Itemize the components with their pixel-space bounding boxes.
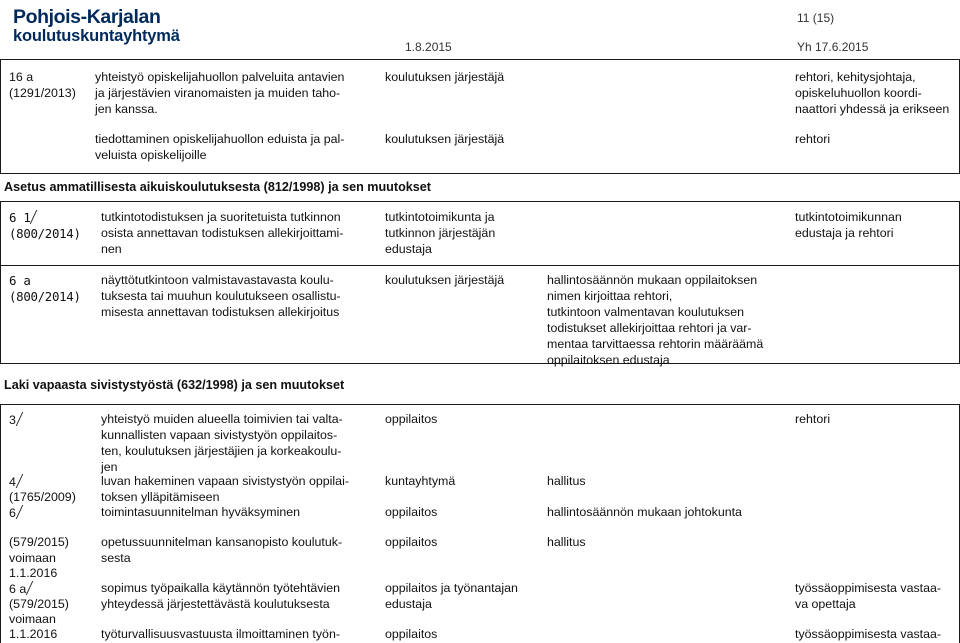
authority-cell: oppilaitos: [385, 535, 438, 549]
task-cell: näyttötutkintoon valmistavastavasta koulu-: [101, 273, 334, 287]
section-sign-icon: [18, 474, 23, 488]
section-cell: 1.1.2016: [9, 566, 58, 580]
authority-cell: oppilaitos: [385, 627, 438, 641]
section-cell: (1765/2009): [9, 490, 76, 504]
task-cell: kunnallisten vapaan sivistystyön oppilaitos-: [101, 428, 338, 442]
decider-cell: edustaja ja rehtori: [795, 226, 894, 240]
authority-cell: edustaja: [385, 242, 432, 256]
decider-cell: naattori yhdessä ja erikseen: [795, 102, 950, 116]
decider-mid-cell: todistukset allekirjoittaa rehtori ja var-: [547, 321, 752, 335]
authority-cell: oppilaitos ja työnantajan: [385, 581, 518, 595]
table-border-top: [0, 59, 960, 60]
section-title: Laki vapaasta sivistystyöstä (632/1998) ja sen muutokset: [4, 378, 345, 392]
table-border-left: [0, 59, 1, 174]
decider-cell: rehtori: [795, 132, 831, 146]
decider-cell: työssäoppimisesta vastaa-: [795, 627, 942, 641]
authority-cell: tutkinnon järjestäjän: [385, 226, 496, 240]
task-cell: osista annettavan todistuksen allekirjoittami-: [101, 226, 344, 240]
section-sign-icon: [28, 581, 33, 595]
decider-cell: opiskeluhuollon koordi-: [795, 86, 922, 100]
task-cell: yhteistyö muiden alueella toimivien tai valta-: [101, 412, 343, 426]
table-border-bottom: [0, 363, 960, 364]
section-cell: 6 a: [9, 581, 33, 598]
authority-cell: koulutuksen järjestäjä: [385, 273, 505, 287]
task-cell: nen: [101, 242, 122, 256]
task-cell: veluista opiskelijoille: [95, 148, 207, 162]
section-title: Asetus ammatillisesta aikuiskoulutuksesta (812/1998) ja sen muutokset: [4, 180, 431, 194]
section-cell: 6: [9, 505, 23, 522]
task-cell: tiedottaminen opiskelijahuollon eduista ja pal-: [95, 132, 345, 146]
section-cell: (800/2014): [9, 226, 81, 241]
authority-cell: kuntayhtymä: [385, 474, 456, 488]
section-sign-icon: [32, 210, 37, 224]
authority-cell: edustaja: [385, 597, 432, 611]
task-cell: yhteydessä järjestettävästä koulutuksesta: [101, 597, 330, 611]
decider-mid-cell: hallintosäännön mukaan oppilaitoksen: [547, 273, 758, 287]
decider-mid-cell: hallitus: [547, 474, 586, 488]
row-divider: [0, 265, 960, 266]
decider-mid-cell: hallitus: [547, 535, 586, 549]
task-cell: toimintasuunnitelman hyväksyminen: [101, 505, 301, 519]
table-border-bottom: [0, 173, 960, 174]
section-cell: (579/2015): [9, 597, 69, 611]
decider-mid-cell: nimen kirjoittaa rehtori,: [547, 289, 673, 303]
section-sign-icon: [18, 412, 23, 426]
task-cell: työturvallisuusvastuusta ilmoittaminen työn-: [101, 627, 340, 641]
section-cell: voimaan: [9, 551, 56, 565]
decider-cell: va opettaja: [795, 597, 856, 611]
decider-cell: rehtori: [795, 412, 831, 426]
authority-cell: tutkintotoimikunta ja: [385, 210, 495, 224]
decider-cell: rehtori, kehitysjohtaja,: [795, 70, 916, 84]
table-border-top: [0, 201, 960, 202]
table-border-left: [0, 404, 1, 643]
task-cell: yhteistyö opiskelijahuollon palveluita antavien: [95, 70, 345, 84]
task-cell: opetussuunnitelman kansanopisto koulutuk-: [101, 535, 343, 549]
date-right: Yh 17.6.2015: [797, 40, 869, 54]
task-cell: jen kanssa.: [95, 102, 158, 116]
logo-line-1: Pohjois-Karjalan: [13, 6, 161, 28]
logo-line-2: koulutuskuntayhtymä: [13, 27, 180, 45]
section-cell: 1.1.2016: [9, 627, 58, 641]
table-border-top: [0, 404, 960, 405]
section-cell: (1291/2013): [9, 86, 76, 100]
section-cell: (579/2015): [9, 535, 69, 549]
section-cell: 6 1: [9, 210, 37, 226]
authority-cell: oppilaitos: [385, 505, 438, 519]
decider-mid-cell: oppilaitoksen edustaja: [547, 353, 670, 367]
table-border-left: [0, 201, 1, 364]
section-cell: 3: [9, 412, 23, 429]
task-cell: sopimus työpaikalla käytännön työtehtävien: [101, 581, 341, 595]
task-cell: tuksesta tai muuhun koulutukseen osallistu-: [101, 289, 341, 303]
section-cell: voimaan: [9, 612, 56, 626]
task-cell: jen: [101, 460, 118, 474]
decider-mid-cell: tutkintoon valmentavan koulutuksen: [547, 305, 744, 319]
task-cell: toksen ylläpitämiseen: [101, 490, 220, 504]
task-cell: luvan hakeminen vapaan sivistystyön oppilai-: [101, 474, 349, 488]
authority-cell: koulutuksen järjestäjä: [385, 132, 505, 146]
section-sign-icon: [18, 505, 23, 519]
decider-mid-cell: mentaa tarvittaessa rehtorin määräämä: [547, 337, 764, 351]
decider-cell: tutkintotoimikunnan: [795, 210, 902, 224]
task-cell: ja järjestävien viranomaisten ja muiden taho-: [95, 86, 341, 100]
section-cell: 16 a: [9, 70, 34, 84]
section-cell: (800/2014): [9, 289, 81, 304]
authority-cell: koulutuksen järjestäjä: [385, 70, 505, 84]
task-cell: misesta annettavan todistuksen allekirjoitus: [101, 305, 340, 319]
section-cell: 6 a: [9, 273, 31, 288]
decider-mid-cell: hallintosäännön mukaan johtokunta: [547, 505, 742, 519]
page-number: 11 (15): [797, 11, 835, 25]
authority-cell: oppilaitos: [385, 412, 438, 426]
task-cell: ten, koulutuksen järjestäjien ja korkeakoulu-: [101, 444, 342, 458]
task-cell: tutkintotodistuksen ja suoritetuista tutkinnon: [101, 210, 341, 224]
decider-cell: työssäoppimisesta vastaa-: [795, 581, 942, 595]
section-cell: 4: [9, 474, 23, 491]
task-cell: sesta: [101, 551, 131, 565]
date-left: 1.8.2015: [405, 40, 452, 54]
